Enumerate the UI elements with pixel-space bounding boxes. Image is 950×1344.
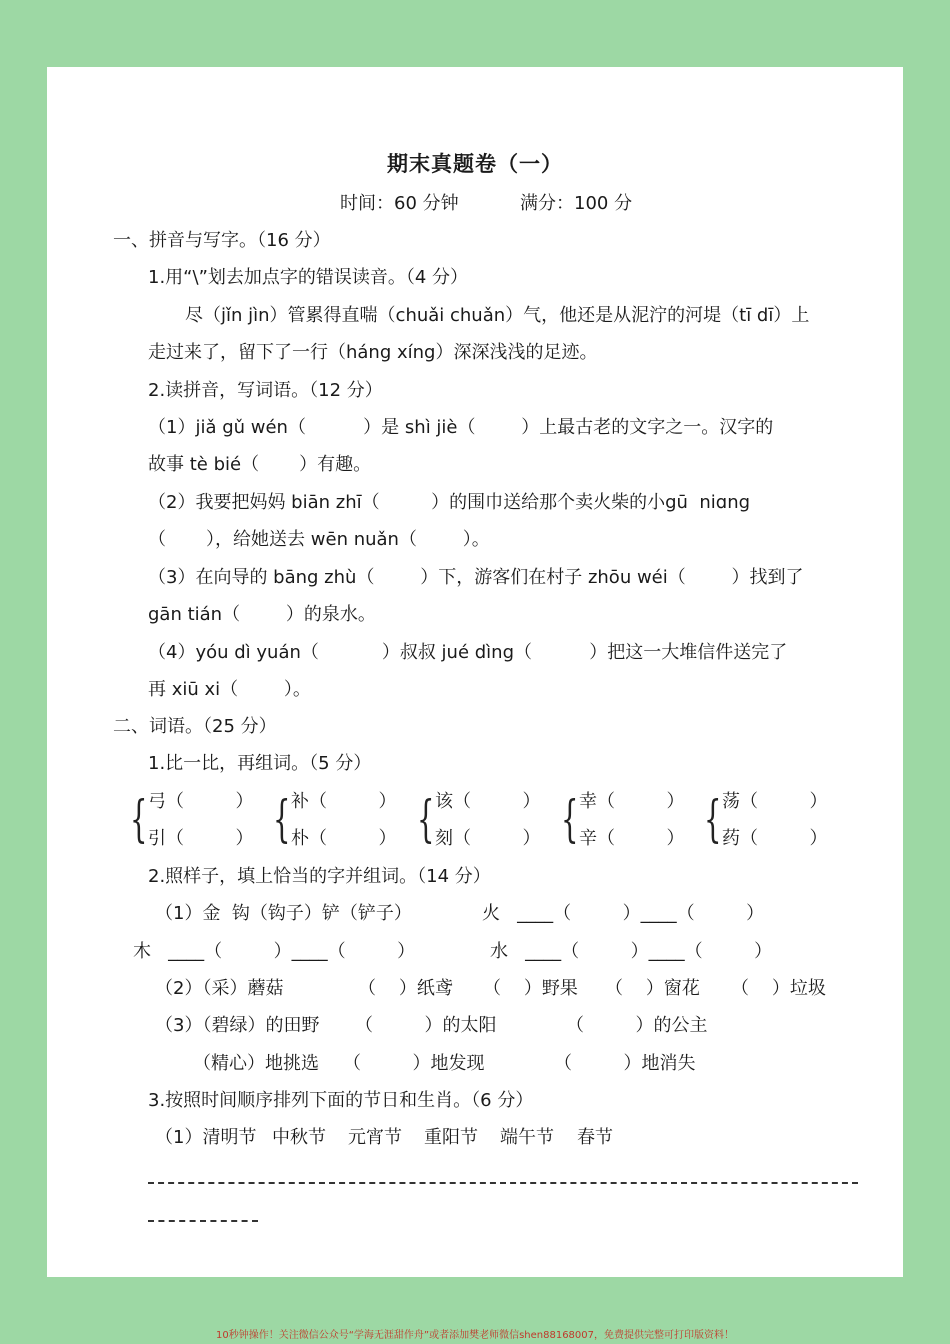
fill-item: （ ）纸鸢: [358, 978, 453, 999]
fill-item: （2）（采）蘑菇: [155, 978, 284, 999]
q2-line: （ ），给她送去 wēn nuǎn（ ）。: [148, 529, 490, 550]
answer-line: [148, 1220, 258, 1222]
section-1-heading: 一、拼音与写字。（16 分）: [113, 230, 331, 251]
festival-item: （1）清明节: [155, 1127, 257, 1148]
fill-item: （ ）野果: [483, 978, 578, 999]
s2-q2-prompt: 2.照样子，填上恰当的字并组词。（14 分）: [148, 866, 491, 887]
pair-bottom: 刻（ ）: [435, 828, 541, 849]
pair-top: 该（ ）: [435, 791, 541, 812]
footer-notice: 10秒钟操作！关注微信公众号“学海无涯甜作舟”或者添加樊老师微信shen88168007，免费提供完整可打印版资料！: [215, 1330, 735, 1341]
fill-item: （ ）地发现: [343, 1053, 485, 1074]
s2-q2-wood: 木 ____（ ）____（ ）: [133, 941, 416, 962]
q1-line2: 走过来了，留下了一行（háng xíng）深深浅浅的足迹。: [148, 342, 598, 363]
pair-bottom: 朴（ ）: [291, 828, 397, 849]
pair-bottom: 辛（ ）: [579, 828, 685, 849]
festival-item: 中秋节: [272, 1127, 326, 1148]
section-2-heading: 二、词语。（25 分）: [113, 716, 277, 737]
q2-line: （4）yóu dì yuán（ ）叔叔 jué dìng（ ）把这一大堆信件送完了: [148, 642, 788, 663]
brace-icon: {: [561, 790, 579, 848]
exam-score: 满分：100 分: [520, 193, 633, 214]
q1-line1: 尽（jǐn jìn）管累得直喘（chuǎi chuǎn）气，他还是从泥泞的河堤（tī dī）上: [185, 305, 810, 326]
brace-icon: {: [130, 790, 148, 848]
q2-line: 再 xiū xi（ ）。: [148, 679, 311, 700]
q2-line: （1）jiǎ gǔ wén（ ）是 shì jiè（ ）上最古老的文字之一。汉字的: [148, 417, 774, 438]
s2-q2-fire: 火 ____（ ）____（ ）: [482, 903, 765, 924]
q2-line: gān tián（ ）的泉水。: [148, 604, 376, 625]
pair-top: 补（ ）: [291, 791, 397, 812]
q1-prompt: 1.用“\”划去加点字的错误读音。（4 分）: [148, 267, 469, 288]
q2-line: 故事 tè bié（ ）有趣。: [148, 454, 372, 475]
fill-item: （3）（碧绿）的田野: [155, 1015, 320, 1036]
page-title: 期末真题卷（一）: [387, 152, 563, 176]
pair-top: 荡（ ）: [722, 791, 828, 812]
fill-item: （ ）的公主: [566, 1015, 708, 1036]
brace-icon: {: [417, 790, 435, 848]
exam-time: 时间：60 分钟: [340, 193, 459, 214]
festival-item: 重阳节: [424, 1127, 478, 1148]
fill-item: （精心）地挑选: [193, 1053, 319, 1074]
s2-q2-water: 水 ____（ ）____（ ）: [490, 941, 773, 962]
fill-item: （ ）地消失: [554, 1053, 696, 1074]
pair-top: 弓（ ）: [148, 791, 254, 812]
pair-bottom: 引（ ）: [148, 828, 254, 849]
pair-top: 幸（ ）: [579, 791, 685, 812]
pair-bottom: 药（ ）: [722, 828, 828, 849]
q2-line: （3）在向导的 bāng zhù（ ）下，游客们在村子 zhōu wéi（ ）找到了: [148, 567, 804, 588]
festival-item: 春节: [577, 1127, 613, 1148]
s2-q1-prompt: 1.比一比，再组词。（5 分）: [148, 753, 372, 774]
s2-q2-example: （1）金 钩（钩子）铲（铲子）: [155, 903, 412, 924]
q2-prompt: 2.读拼音，写词语。（12 分）: [148, 380, 383, 401]
brace-icon: {: [704, 790, 722, 848]
fill-item: （ ）的太阳: [355, 1015, 497, 1036]
festival-item: 端午节: [500, 1127, 554, 1148]
q2-line: （2）我要把妈妈 biān zhī（ ）的围巾送给那个卖火柴的小gū niɑng: [148, 492, 751, 513]
s2-q3-prompt: 3.按照时间顺序排列下面的节日和生肖。（6 分）: [148, 1090, 534, 1111]
festival-item: 元宵节: [348, 1127, 402, 1148]
fill-item: （ ）垃圾: [731, 978, 826, 999]
answer-line: [148, 1182, 858, 1184]
fill-item: （ ）窗花: [605, 978, 700, 999]
brace-icon: {: [273, 790, 291, 848]
